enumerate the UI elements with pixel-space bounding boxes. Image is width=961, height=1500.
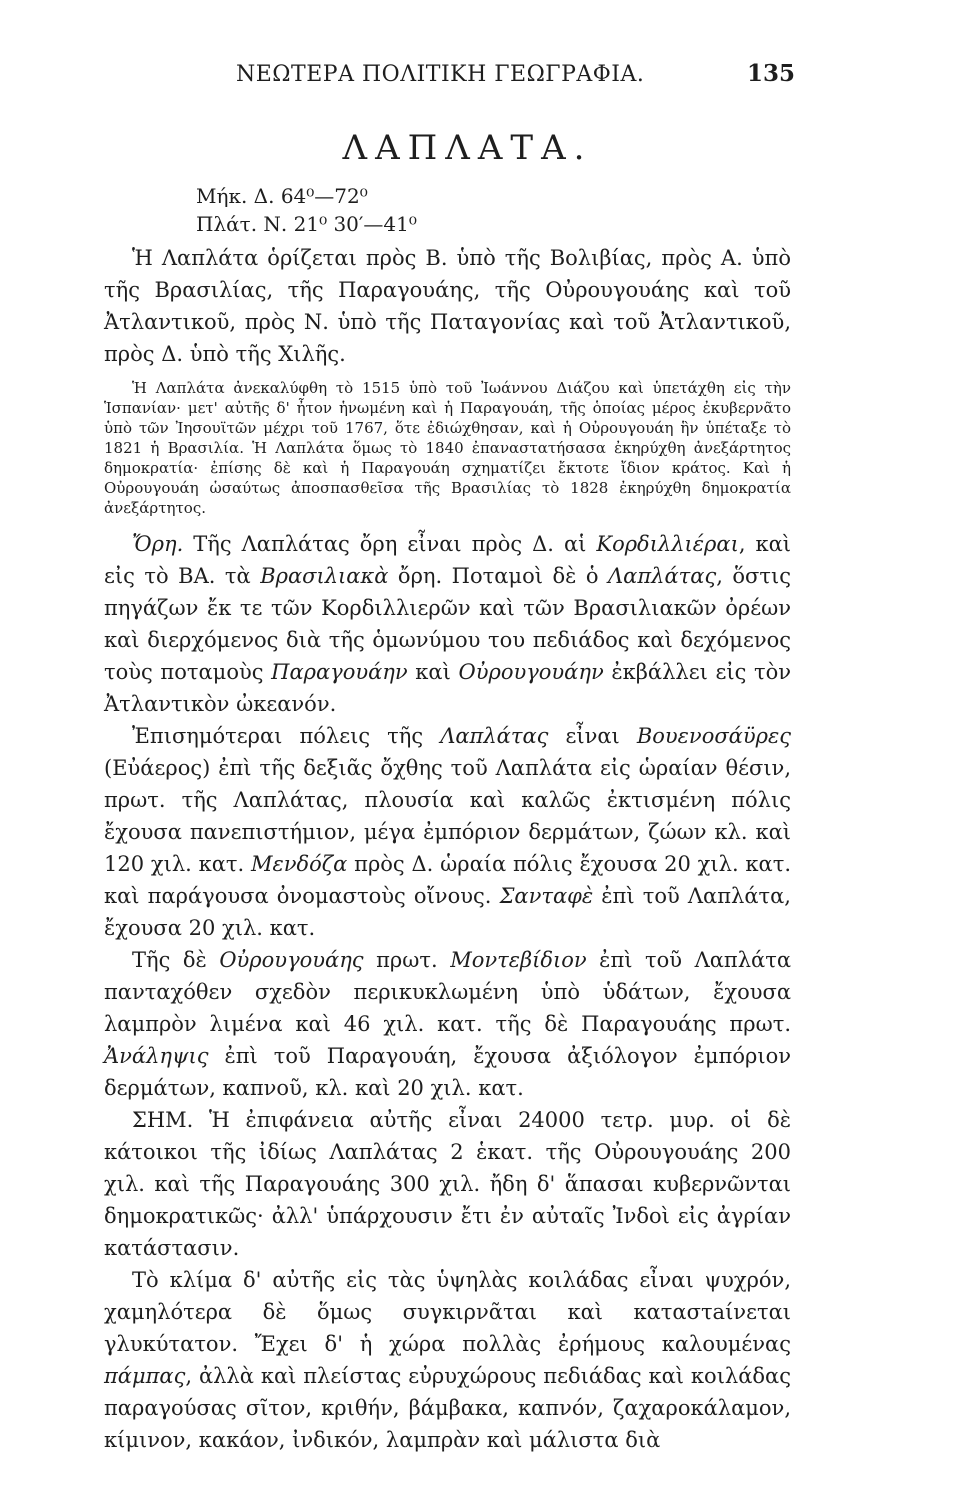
running-head (104, 60, 795, 92)
italic-term: Οὐρουγουάης (219, 948, 364, 972)
italic-term: Σανταφὲ (499, 884, 594, 908)
history-paragraph: Ἡ Λαπλάτα ἀνεκαλύφθη τὸ 1515 ὑπὸ τοῦ Ἰωάννου Διάζου καὶ ὑπετάχθη εἰς τὴν Ἱσπανίαν· μετ' αὐτῆς δ' ἦτον ἡνωμένη καὶ ἡ Παραγουάη, τῆς ὁποίας μέρος ἐκυβερνᾶτο ὑπὸ τῶν Ἰησουϊτῶν μέχρι τοῦ 1767, ὅτε ἐδιώχθησαν, καὶ ἡ Οὐρουγουάη ἣν ὑπέταξε τὸ 1821 ἡ Βρασιλία. Ἡ Λαπλάτα ὅμως τὸ 1840 ἐπαναστατήσασα ἐκηρύχθη ἀνεξάρτητος δημοκρατία· ἐπίσης δὲ καὶ ἡ Παραγουάη σχηματίζει ἔκτοτε ἴδιον κράτος. Καὶ ἡ Οὐρουγουάη ὡσαύτως ἀποσπασθεῖσα τῆς Βρασιλίας τὸ 1828 ἐκηρύχθη δημοκρατία ἀνεξάρτητος. (104, 379, 791, 517)
text-run: Τῆς Λαπλάτας ὄρη εἶναι πρὸς Δ. αἱ (183, 532, 597, 556)
italic-term: Λαπλάτας (608, 564, 717, 588)
italic-term: Μενδόζα (250, 852, 348, 876)
climate-paragraph (104, 1264, 791, 1456)
coordinates (196, 182, 791, 238)
italic-term: πάμπας (104, 1364, 186, 1388)
latitude: Πλάτ. Ν. 21⁰ 30′—41⁰ (196, 212, 417, 236)
italic-term: Βρασιλιακὰ (260, 564, 389, 588)
italic-term: Μοντεβίδιον (450, 948, 587, 972)
mountains-label: Ὄρη. (132, 532, 184, 556)
uruguay-paragraph (104, 944, 791, 1104)
text-run: ἐπὶ τοῦ Λαπλάτα, ἔχουσα 20 χιλ. κατ. (104, 884, 791, 940)
text-run: πρωτ. (363, 948, 451, 972)
italic-term: Λαπλάτας (440, 724, 549, 748)
text-run: ἐπὶ τοῦ Λαπλάτα πανταχόθεν σχεδὸν περικυκλωμένη ὑπὸ ὑδάτων, ἔχουσα λαμπρὸν λιμένα καὶ 46 χιλ. κατ. τῆς δὲ Παραγουάης πρωτ. (104, 948, 792, 1036)
italic-term: Οὐρουγουάην (458, 660, 604, 684)
history-note (104, 378, 791, 518)
main-text (104, 242, 791, 370)
cities-paragraph (104, 720, 791, 944)
running-title: ΝΕΩΤΕΡΑ ΠΟΛΙΤΙΚΗ ΓΕΩΓΡΑΦΙΑ. (236, 62, 645, 87)
section-title: ΛΑΠΛΑΤΑ. (342, 128, 593, 168)
italic-term: Βουενοσάϋρες (636, 724, 791, 748)
text-run: , ὅστις πηγάζων ἔκ τε τῶν Κορδιλλιερῶν καὶ τῶν Βρασιλιακῶν ὀρέων καὶ διερχόμενος διὰ τῆς ὁμωνύμου του πεδιάδος καὶ δεχόμενος τοὺς ποταμοὺς (104, 564, 791, 684)
text-run: , ἀλλὰ καὶ πλείστας εὐρυχώρους πεδιάδας καὶ κοιλάδας παραγούσας σῖτον, κριθήν, βάμβακα, καπνόν, ζαχαροκάλαμον, κίμινον, κακάον, ἰνδικόν, λαμπρὰν καὶ μάλιστα διὰ (104, 1364, 791, 1452)
italic-term: Κορδιλλιέραι (596, 532, 739, 556)
text-run: , καὶ εἰς τὸ ΒΑ. τὰ (104, 532, 792, 588)
text-run: Τῆς δὲ (132, 948, 220, 972)
text-run: (Εὐάερος) ἐπὶ τῆς δεξιᾶς ὄχθης τοῦ Λαπλάτα εἰς ὡραίαν θέσιν, πρωτ. τῆς Λαπλάτας, πλουσία καὶ καλῶς ἐκτισμένη πόλις ἔχουσα πανεπιστήμιον, μέγα ἐμπόριον δερμάτων, ζώων κλ. καὶ 120 χιλ. κατ. (104, 756, 791, 876)
mountains-paragraph (104, 528, 791, 720)
italic-term: Ἀνάληψις (104, 1044, 209, 1068)
text-run: καὶ (407, 660, 459, 684)
text-run: Τὸ κλίμα δ' αὐτῆς εἰς τὰς ὑψηλὰς κοιλάδας εἶναι ψυχρόν, χαμηλότερα δὲ ὅμως συγκιρνᾶται καὶ καταστaίνεται γλυκύτατον. Ἔχει δ' ἡ χώρα πολλὰς ἐρήμους καλουμένας (104, 1268, 791, 1356)
italic-term: Παραγουάην (271, 660, 408, 684)
page-number: 135 (746, 60, 795, 87)
main-text-body (104, 528, 791, 1456)
text-run: ὄρη. Ποταμοὶ δὲ ὁ (388, 564, 608, 588)
note-paragraph: ΣΗΜ. Ἡ ἐπιφάνεια αὐτῆς εἶναι 24000 τετρ. μυρ. οἱ δὲ κάτοικοι τῆς ἰδίως Λαπλάτας 2 ἑκατ. τῆς Οὐρουγουάης 200 χιλ. καὶ τῆς Παραγουάης 300 χιλ. ἤδη δ' ἅπασαι κυβερνῶνται δημοκρατικῶς· ἀλλ' ὑπάρχουσιν ἔτι ἐν αὐταῖς Ἰνδοὶ εἰς ἀγρίαν κατάστασιν. (104, 1108, 791, 1260)
longitude: Μήκ. Δ. 64⁰—72⁰ (196, 184, 368, 208)
text-run: εἶναι (548, 724, 637, 748)
text-run: ἐπὶ τοῦ Παραγουάη, ἔχουσα ἀξιόλογον ἐμπόριον δερμάτων, καπνοῦ, κλ. καὶ 20 χιλ. κατ. (104, 1044, 791, 1100)
text-run: Ἐπισημότεραι πόλεις τῆς (132, 724, 441, 748)
boundaries-paragraph: Ἡ Λαπλάτα ὁρίζεται πρὸς Β. ὑπὸ τῆς Βολιβίας, πρὸς Α. ὑπὸ τῆς Βρασιλίας, τῆς Παραγουάης, τῆς Οὐρουγουάης καὶ τοῦ Ἀτλαντικοῦ, πρὸς Ν. ὑπὸ τῆς Παταγονίας καὶ τοῦ Ἀτλαντικοῦ, πρὸς Δ. ὑπὸ τῆς Χιλῆς. (104, 246, 791, 366)
text-run: πρὸς Δ. ὡραία πόλις ἔχουσα 20 χιλ. κατ. καὶ παράγουσα ὀνομαστοὺς οἴνους. (104, 852, 791, 908)
text-run: ἐκβάλλει εἰς τὸν Ἀτλαντικὸν ὠκεανόν. (104, 660, 791, 716)
